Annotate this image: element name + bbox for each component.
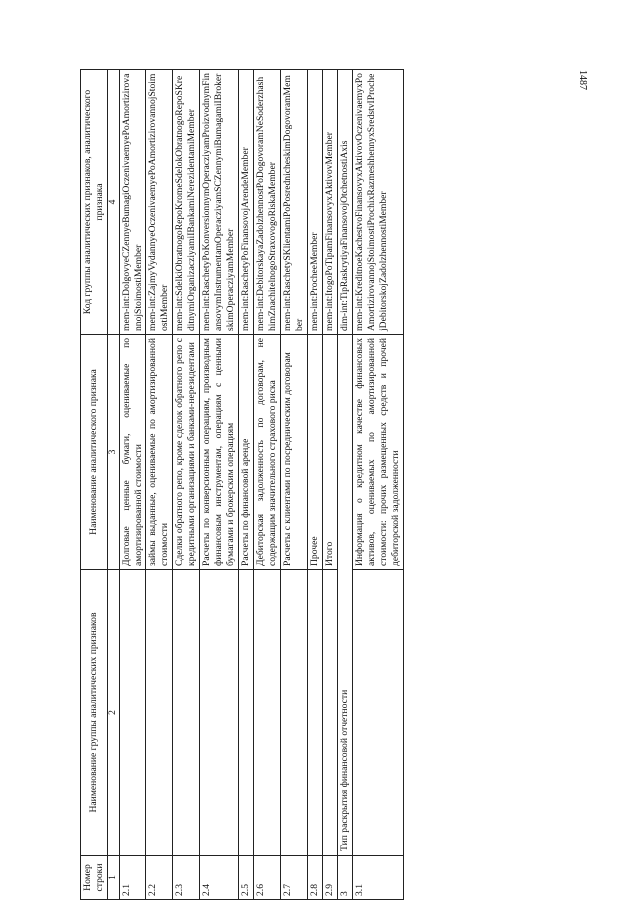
column-index: 4 [107, 70, 119, 335]
feature-name: Сделки обратного репо, кроме сделок обратного репо с кредитными организациями и банками-нерезидентами [173, 335, 200, 570]
group-name-cell [308, 570, 323, 856]
feature-name: Дебиторская задолженность по договорам, не содержащим значительного страхового риска [254, 335, 281, 570]
feature-name: займы выданные, оцениваемые по амортизированной стоимости [146, 335, 173, 570]
analytic-features-table [80, 69, 404, 900]
section-code: dim-int:TipRaskrytiyaFinansovojOtchetnostiAxis [338, 70, 353, 335]
row-number: 2.3 [173, 856, 200, 900]
group-name-cell [281, 570, 308, 856]
row-number: 3.1 [353, 856, 404, 900]
feature-name: Расчеты с клиентами по посредническим договорам [281, 335, 308, 570]
feature-code: mem-int:DolgovyeCZennyeBumagiOczenivaemyePoAmortizirovannojStoimostiMember [119, 70, 146, 335]
table-row [308, 70, 323, 900]
row-number: 2.5 [239, 856, 254, 900]
feature-code: mem-int:ZajmyVydannyeOczenivaemyePoAmortizirovannojStoimostiMember [146, 70, 173, 335]
table-row [281, 70, 308, 900]
column-index: 2 [107, 570, 119, 856]
group-name-cell [119, 570, 146, 856]
feature-name: Расчеты по финансовой аренде [239, 335, 254, 570]
row-number: 2.8 [308, 856, 323, 900]
group-name-cell [173, 570, 200, 856]
feature-name: Расчеты по конверсионным операциям, производным финансовым инструментам, операциям с ценными бумагами и брокерским операциям [200, 335, 239, 570]
table-row [200, 70, 239, 900]
table-row [353, 70, 404, 900]
table-row [119, 70, 146, 900]
feature-code: mem-int:ProcheeMember [308, 70, 323, 335]
group-name-cell [200, 570, 239, 856]
feature-code: mem-int:RaschetyPoKonversionnymOperacziyamProizvodnymFinansovymInstrumentamOperacziyamSCZennymiBumagamiIBrokerskimOperacziyamMember [200, 70, 239, 335]
column-index: 3 [107, 335, 119, 570]
table-row [146, 70, 173, 900]
row-number: 2.7 [281, 856, 308, 900]
row-number: 2.9 [323, 856, 338, 900]
group-name-cell [146, 570, 173, 856]
feature-code: mem-int:KreditnoeKachestvoFinansovyxAktivovOczenivaemyxPoAmortizirovannojStoimostiProchixRazmeshhennyxSredstvIProchejDebitorskojZadolzhennostiMember [353, 70, 404, 335]
header-code: Код группы аналитических признаков, аналитического признака [81, 70, 108, 335]
feature-name: Информация о кредитном качестве финансовых активов, оцениваемых по амортизированной стоимости: прочих размещенных средств и прочей дебиторской задолженности [353, 335, 404, 570]
column-index: 1 [107, 856, 119, 900]
group-name-cell [323, 570, 338, 856]
feature-name: Итого [323, 335, 338, 570]
table-row [173, 70, 200, 900]
feature-name: Прочее [308, 335, 323, 570]
group-name-cell [353, 570, 404, 856]
table-row [323, 70, 338, 900]
feature-code: mem-int:DebitorskayaZadolzhennostPoDogovoramNeSoderzhashhimZnachitelnogoStraxovogoRiskaMember [254, 70, 281, 335]
header-row [81, 70, 108, 900]
header-row-number: Номер строки [81, 856, 108, 900]
header-feature-name: Наименование аналитического признака [81, 335, 108, 570]
feature-code: mem-int:SdelkiObratnogoRepoKromeSdelokObratnogoRepoSKreditnymiOrganizacziyamiIBankamiNerezidentamiMember [173, 70, 200, 335]
section-number: 3 [338, 856, 353, 900]
table-row [254, 70, 281, 900]
group-name-cell [239, 570, 254, 856]
column-index-row [107, 70, 119, 900]
document-page [80, 70, 570, 900]
section-label: Тип раскрытия финансовой отчетности [338, 335, 353, 856]
feature-code: mem-int:RaschetySKlientamiPoPosrednicheskimDogovoramMember [281, 70, 308, 335]
section-row [338, 70, 353, 900]
table-row [239, 70, 254, 900]
feature-name: Долговые ценные бумаги, оцениваемые по амортизированной стоимости [119, 335, 146, 570]
group-name-cell [254, 570, 281, 856]
row-number: 2.2 [146, 856, 173, 900]
row-number: 2.4 [200, 856, 239, 900]
feature-code: mem-int:ItogoPoTipamFinansovyxAktivovMember [323, 70, 338, 335]
feature-code: mem-int:RaschetyPoFinansovojArendeMember [239, 70, 254, 335]
header-group-name: Наименование группы аналитических признаков [81, 570, 108, 856]
row-number: 2.6 [254, 856, 281, 900]
row-number: 2.1 [119, 856, 146, 900]
page-number: 1487 [577, 70, 588, 90]
